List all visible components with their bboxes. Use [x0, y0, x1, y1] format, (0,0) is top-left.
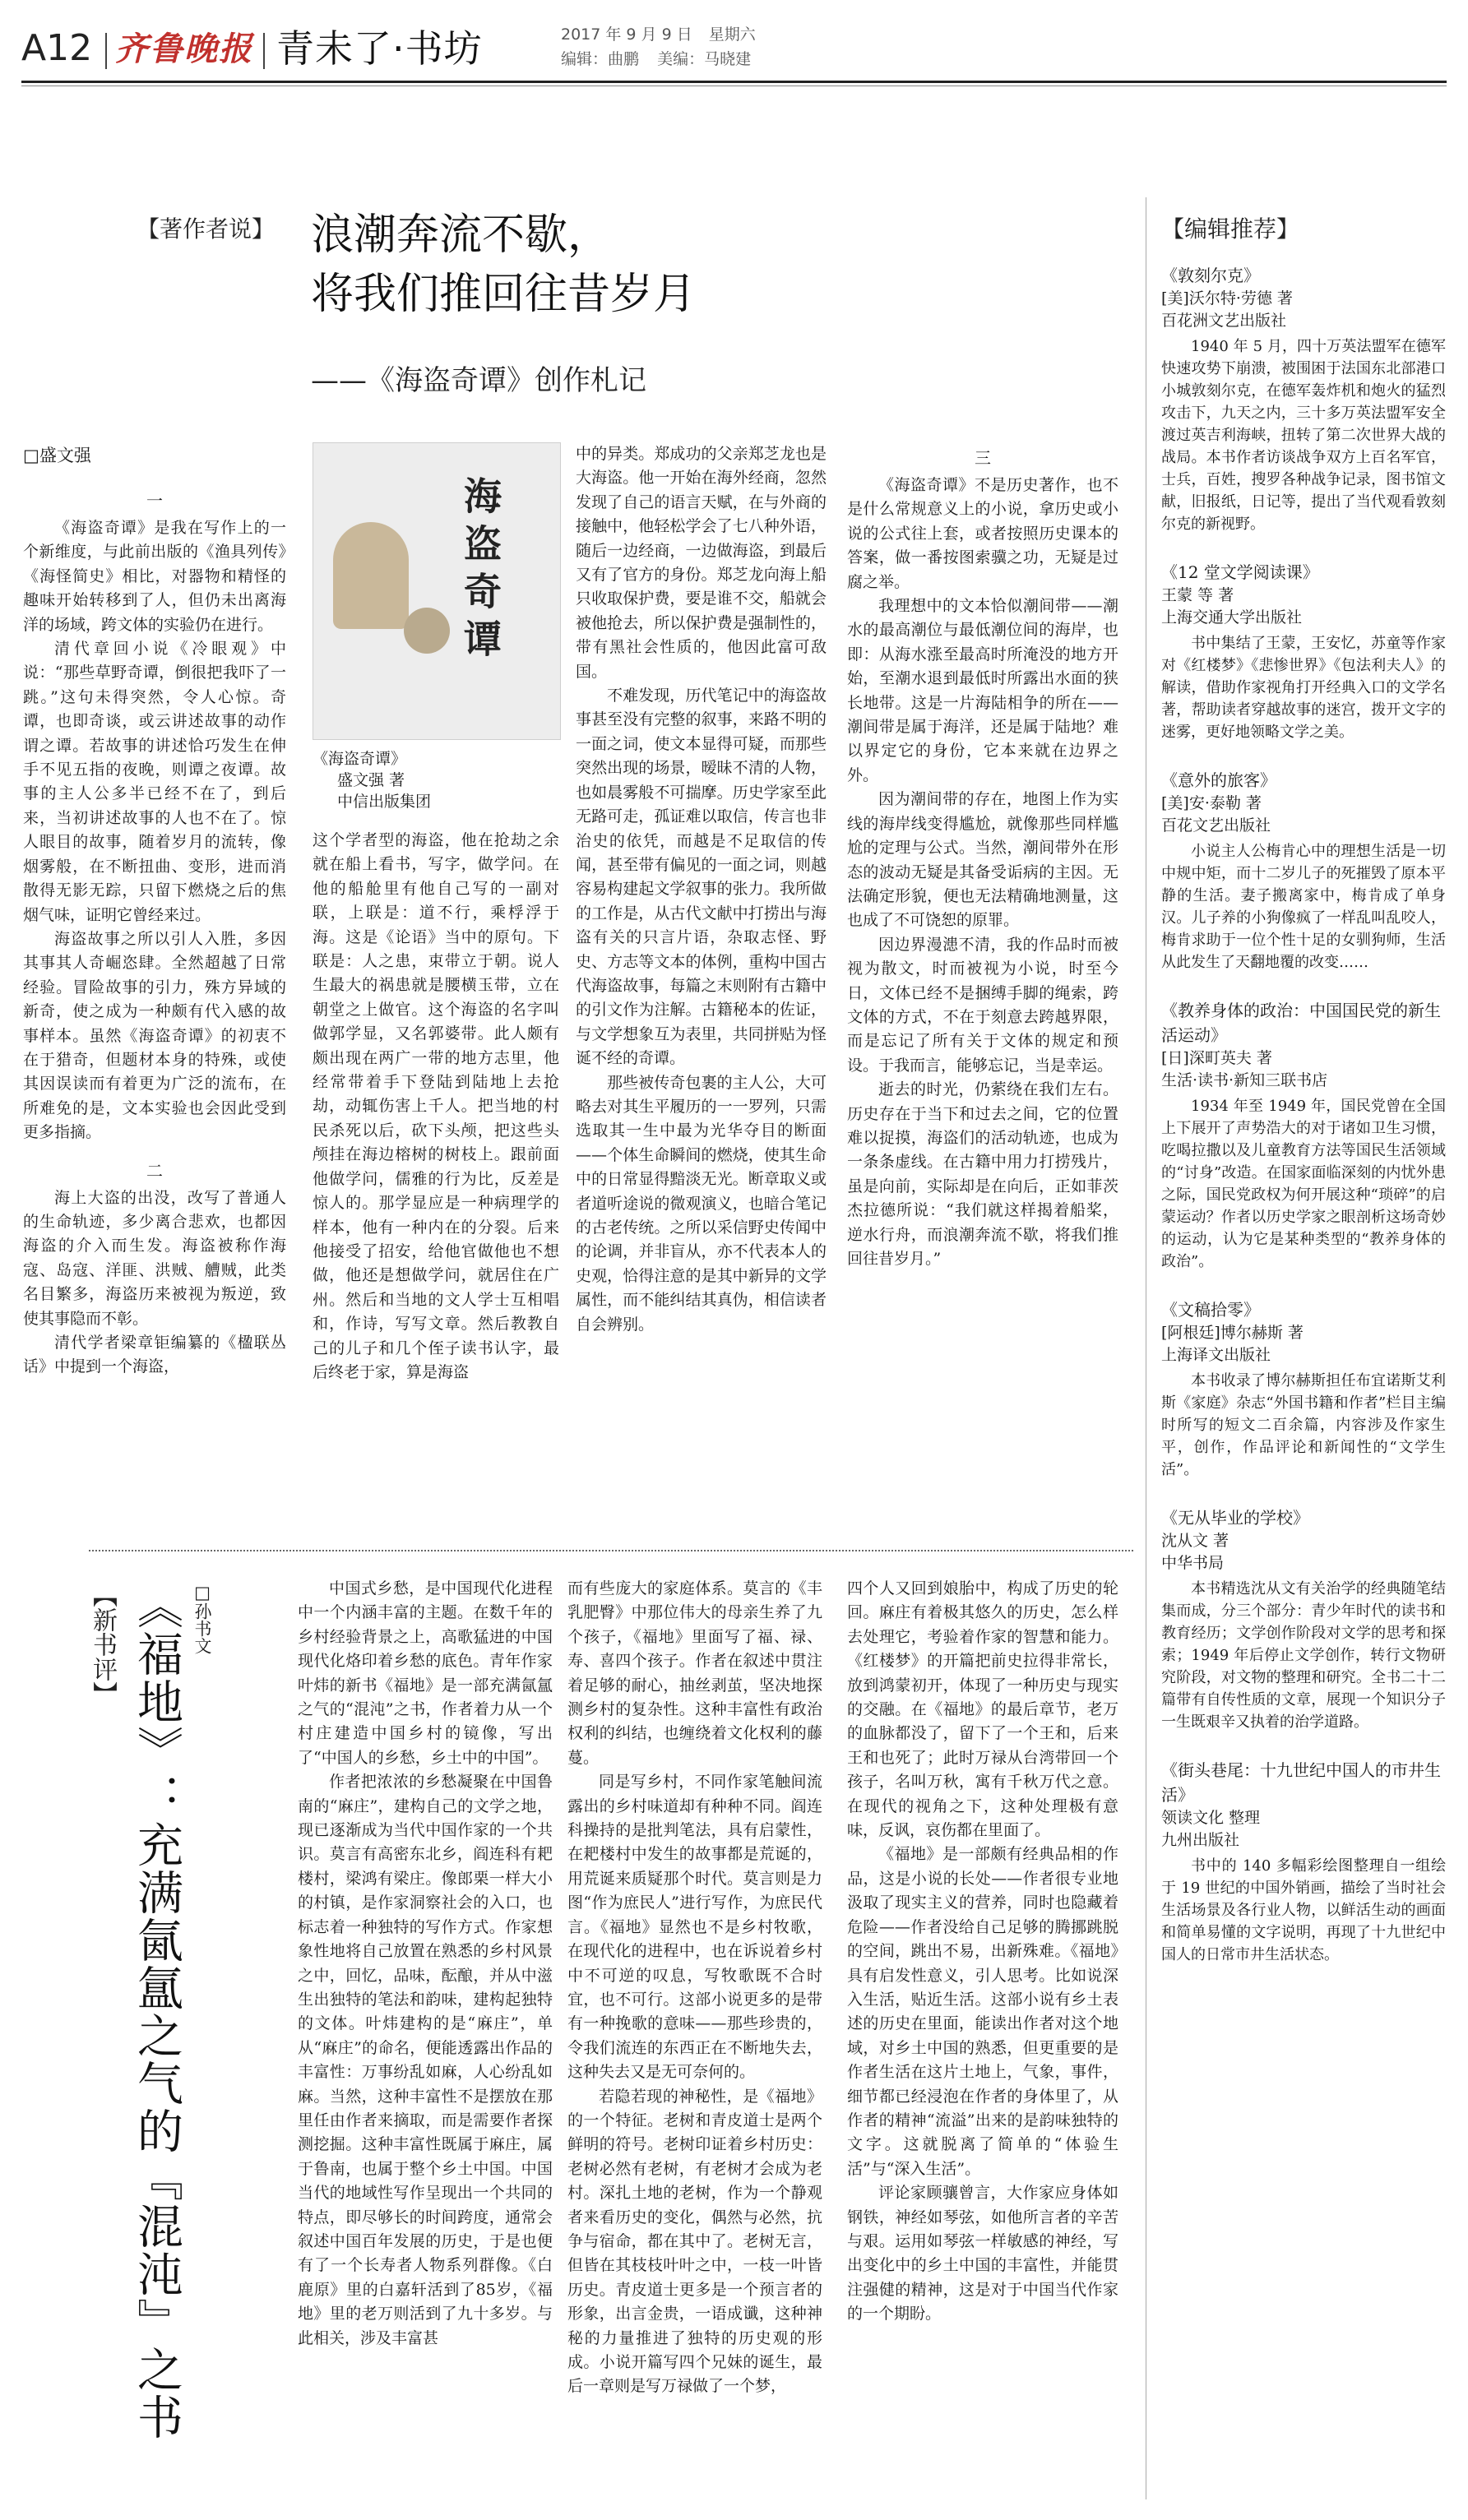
paragraph: 而有些庞大的家庭体系。莫言的《丰乳肥臀》中那位伟大的母亲生养了九个孩子，《福地》里面写了福、禄、寿、喜四个孩子。作者在叙述中贯注着足够的耐心，抽丝剥茧，坚决地探测乡村的复杂性。这种丰富性有政治权利的纠结，也缠绕着文化权利的藤蔓。	[567, 1579, 822, 1767]
section-number-1: 一	[146, 491, 163, 511]
book-caption	[313, 748, 431, 812]
paragraph: 作者把浓浓的乡愁凝聚在中国鲁南的“麻庄”，建构自己的文学之地，现已逐渐成为当代中国作家的一个共识。莫言有高密东北乡，阎连科有耙楼村，梁鸿有梁庄。像郎栗一样大小的村镇，是作家洞察社会的入口，也标志着一种独特的写作方式。作家想象性地将自己放置在熟悉的乡村风景之中，回忆，品味，酝酿，并从中滋生出独特的笔法和韵味，建构起独特的文体。叶炜建构的是“麻庄”，单从“麻庄”的命名，便能透露出作品的丰富性：万事纷乱如麻，人心纷乱如麻。当然，这种丰富性不是摆放在那里任由作者来摘取，而是需要作者探测挖掘。这种丰富性既属于麻庄，属于鲁南，也属于整个乡土中国。中国当代的地域性写作呈现出一个共同的特点，即尽够长的时间跨度，通常会叙述中国百年发展的历史，于是也便有了一个长寿者人物系列群像。《白鹿原》里的白嘉轩活到了85岁，《福地》里的老万则活到了九十多岁。与此相关，涉及丰富甚	[298, 1773, 553, 2347]
book-author: [日]深町英夫 著	[1161, 1049, 1272, 1067]
paragraph: 《海盗奇谭》不是历史著作，也不是什么常规意义上的小说，拿历史或小说的公式往上套，或者按照历史课本的答案，做一番按图索骥之功，无疑是过腐之举。	[847, 476, 1118, 591]
book-author: 领读文化 整理	[1161, 1809, 1261, 1827]
book-title: 《12 堂文学阅读课》	[1161, 562, 1319, 582]
book-author: [美]安·泰勒 著	[1161, 794, 1262, 812]
paragraph: 这个学者型的海盗，他在抢劫之余就在船上看书，写字，做学问。在他的船舱里有他自己写的一副对联，上联是：道不行，乘桴浮于海。这是《论语》当中的原句。下联是：人之患，束带立于朝。说人生最大的祸患就是腰横玉带，立在朝堂之上做官。这个海盗的名字叫做郭学显，又名郭婆带。此人颇有颇出现在两广一带的地方志里，他经常带着手下登陆到陆地上去抢劫，动辄伤害上千人。把当地的村民杀死以后，砍下头颅，把这些头颅挂在海边榕树的树枝上。跟前面他做学问，儒雅的行为比，反差是惊人的。那学显应是一种病理学的样本，他有一种内在的分裂。后来他接受了招安，给他官做他也不想做，他还是想做学问，就居住在广州。然后和当地的文人学士互相唱和，作诗，写写文章。然后教教自己的儿子和几个侄子读书认字，最后终老于家，算是海盗	[313, 831, 559, 1381]
page-number: A12	[21, 27, 93, 69]
book-recommendation	[1161, 768, 1446, 973]
designer-name: 美编：马晓建	[657, 50, 752, 68]
book-description: 书中的 140 多幅彩绘图整理自一组绘于 19 世纪的中国外销画，描绘了当时社会生活场景及各行业人物，以鲜活生动的画面和简单易懂的文字说明，再现了十九世纪中国人的日常市井生活状态。	[1161, 1857, 1446, 1963]
book-publisher: 百花洲文艺出版社	[1161, 312, 1287, 330]
article2-title: 《福地》：充满氤氲之气的『混沌』之书	[130, 1583, 183, 2441]
book-publisher: 生活·读书·新知三联书店	[1161, 1071, 1328, 1089]
article-subtitle: ——《海盗奇谭》创作札记	[311, 364, 646, 397]
book-caption-author: 盛文强 著	[337, 771, 405, 789]
header-divider-2	[263, 33, 265, 69]
article2-column-2	[567, 1577, 822, 2506]
book-title: 《教养身体的政治：中国国民党的新生活运动》	[1161, 1001, 1441, 1045]
article-separator	[89, 1550, 1133, 1551]
book-description: 本书收录了博尔赫斯担任布宜诺斯艾利斯《家庭》杂志“外国书籍和作者”栏目主编时所写的短文二百余篇，内容涉及作家生平，创作，作品评论和新闻性的“文学生活”。	[1161, 1372, 1446, 1478]
book-author: [美]沃尔特·劳德 著	[1161, 289, 1293, 307]
book-recommendation	[1161, 560, 1446, 743]
book-description: 书中集结了王蒙，王安忆，苏童等作家对《红楼梦》《悲惨世界》《包法利夫人》的解读，借助作家视角打开经典入口的文学名著，帮助读者穿越故事的迷宫，拨开文字的迷雾，更好地领略文学之美。	[1161, 635, 1446, 741]
paragraph: 《福地》是一部颇有经典品相的作品，这是小说的长处——作者很专业地汲取了现实主义的营养，同时也隐藏着危险——作者没给自己足够的腾挪跳脱的空间，跳出不易，出新殊难。《福地》具有启发性意义，引人思考。比如说深入生活，贴近生活。这部小说有乡土表述的历史在里面，能读出作者对这个地域，对乡土中国的熟悉，但更重要的是作者生活在这片土地上，气象，事件，细节都已经浸泡在作者的身体里了，从作者的精神“流溢”出来的是韵味独特的文字。这就脱离了简单的“体验生活”与“深入生活”。	[847, 1845, 1118, 2178]
book-recommendation	[1161, 1758, 1446, 1966]
section-title: 青未了·书坊	[276, 26, 483, 71]
section-number-3: 三	[975, 448, 991, 468]
book-title: 《街头巷尾：十九世纪中国人的市井生活》	[1161, 1760, 1441, 1805]
paragraph: 若隐若现的神秘性，是《福地》的一个特征。老树和青皮道士是两个鲜明的符号。老树印证着乡村历史：老树必然有老树，有老树才会成为老村。深扎土地的老树，作为一个静观者来看历史的变化，偶然与必然，抗争与宿命，都在其中了。老树无言，但皆在其枝枝叶叶之中，一枝一叶皆历史。青皮道士更多是一个预言者的形象，出言金贵，一语成谶，这种神秘的力量推进了独特的历史观的形成。小说开篇写四个兄妹的诞生，最后一章则是写万禄做了一个梦，	[567, 2087, 822, 2396]
book-description: 1934 年至 1949 年，国民党曾在全国上下展开了声势浩大的对于诸如卫生习惯，吃喝拉撒以及儿童教育方法等国民生活领域的“讨身”改造。在国家面临深刻的内忧外患之际，国民党政权为何开展这种“琐碎”的启蒙运动？作者以历史学家之眼剖析这场奇妙的运动，认为它是某种类型的“教养身体的政治”。	[1161, 1098, 1446, 1270]
paragraph: 因边界漫漶不清，我的作品时而被视为散文，时而被视为小说，时至今日，文体已经不是捆缚手脚的绳索，跨文体的方式，不在于刻意去跨越界限，而是忘记了所有关于文体的规定和预设。于我而言，能够忘记，当是幸运。	[847, 935, 1118, 1075]
paragraph: 《海盗奇谭》是我在写作上的一个新维度，与此前出版的《渔具列传》《海怪简史》相比，对器物和精怪的趣味开始转移到了人，但仍未出离海洋的场域，跨文体的实验仍在进行。	[23, 519, 286, 634]
paragraph: 海上大盗的出没，改写了普通人的生命轨迹，多少离合悲欢，也都因海盗的介入而生发。海盗被称作海寇、岛寇、洋匪、洪贼、艚贼，此类名目繁多，海盗历来被视为叛逆，致使其事隐而不彰。	[23, 1188, 286, 1328]
editor-credits	[561, 49, 751, 69]
book-description: 本书精选沈从文有关治学的经典随笔结集而成，分三个部分：青少年时代的读书和教育经历；文学创作阶段对文学的思考和探索；1949 年后停止文学创作，转行文物研究阶段，对文物的整理和研究。全书二十二篇带有自传性质的文章，展现一个知识分子一生既艰辛又执着的治学道路。	[1161, 1580, 1446, 1731]
paragraph: 清代章回小说《冷眼观》中说：“那些草野奇谭，倒很把我吓了一跳。”这句未得突然，令人心惊。奇谭，也即奇谈，或云讲述故事的动作谓之谭。若故事的讲述恰巧发生在伸手不见五指的夜晚，则谭之夜谭。故事的主人公多半已经不在了，到后来，当初讲述故事的人也不在了。惊人眼目的故事，随着岁月的流转，像烟雾般，在不断扭曲、变形，进而消散得无影无踪，只留下燃烧之后的焦烟气味，证明它曾经来过。	[23, 640, 286, 924]
paragraph: 我理想中的文本恰似潮间带——潮水的最高潮位与最低潮位间的海岸，也即：从海水涨至最高时所淹没的地方开始，至潮水退到最低时所露出水面的狭长地带。这是一片海陆相争的所在——潮间带是属于海洋，还是属于陆地？难以界定它的身份，它本来就在边界之外。	[847, 597, 1118, 784]
book-title: 《无从毕业的学校》	[1161, 1508, 1309, 1528]
paragraph: 四个人又回到娘胎中，构成了历史的轮回。麻庄有着极其悠久的历史，怎么样去处理它，考验着作家的智慧和能力。《红楼梦》的开篇把前史拉得非常长，放到鸿蒙初开，体现了一种历史与现实的交融。在《福地》的最后章节，老万的血脉都没了，留下了一个王和，后来王和也死了；此时万禄从台湾带回一个孩子，名叫万秋，寓有千秋万代之意。在现代的视角之下，这种处理极有意味，反讽，哀伤都在里面了。	[847, 1579, 1118, 1840]
book-publisher: 百花文艺出版社	[1161, 816, 1271, 835]
newspaper-logo: 齐鲁晚报	[115, 30, 253, 68]
book-caption-publisher: 中信出版集团	[337, 793, 432, 811]
book-recommendation	[1161, 263, 1446, 535]
paragraph: 评论家顾骧曾言，大作家应身体如钢铁，神经如琴弦，如他所言者的辛苦与艰。运用如琴弦一样敏感的神经，写出变化中的乡土中国的丰富性，并能贯注强健的精神，这是对于中国当代作家的一个期盼。	[847, 2184, 1118, 2323]
book-recommendation	[1161, 1505, 1446, 1733]
title-line-2: 将我们推回往昔岁月	[311, 270, 697, 319]
editor-name: 编辑：曲鹏	[561, 50, 640, 68]
header-rule	[21, 81, 1447, 83]
paragraph: 逝去的时光，仍萦绕在我们左右。历史存在于当下和过去之间，它的位置难以捉摸，海盗们的活动轨迹，也成为一条条虚线。在古籍中用力打捞残片，虽是向前，实际却是在向后，正如菲茨杰拉德所说：“我们就这样揭着船桨，逆水行舟，而浪潮奔流不歇，将我们推回往昔岁月。”	[847, 1080, 1118, 1268]
recommendation-list	[1161, 263, 1446, 2508]
paragraph: 中国式乡愁，是中国现代化进程中一个内涵丰富的主题。在数千年的乡村经验背景之上，高歌猛进的中国现代化烙印着乡愁的底色。青年作家叶炜的新书《福地》是一部充满氤氲之气的“混沌”之书，作者着力从一个村庄建造中国乡村的镜像，写出了“中国人的乡愁，乡土中的中国”。	[298, 1579, 553, 1767]
article-title	[311, 206, 696, 324]
article2-column-3	[847, 1577, 1118, 2506]
article-tag: 【著作者说】	[137, 215, 276, 243]
title-line-1: 浪潮奔流不歇，	[311, 210, 611, 260]
book-publisher: 中华书局	[1161, 1554, 1225, 1572]
article1-column-3	[576, 442, 827, 1529]
sidebar-tag: 【编辑推荐】	[1161, 215, 1300, 243]
book-cover	[313, 442, 561, 740]
book-title: 《文稿拾零》	[1161, 1300, 1260, 1320]
author-byline: □盛文强	[23, 446, 91, 465]
book-description: 1940 年 5 月，四十万英法盟军在德军快速攻势下崩溃，被围困于法国东北部港口小城敦刻尔克，在德军轰炸机和炮火的猛烈攻击下，九天之内，三十多万英法盟军安全渡过英吉利海峡，扭转了第二次世界大战的战局。本书作者访谈战争双方上百名军官，士兵，百姓，搜罗各种战争记录，图书馆文献，旧报纸，日记等，提出了当代观看敦刻尔克的新视野。	[1161, 338, 1446, 533]
article2-author: □孙书文	[192, 1583, 212, 1654]
header-divider-1	[105, 33, 107, 69]
book-publisher: 上海交通大学出版社	[1161, 608, 1303, 627]
paragraph: 海盗故事之所以引人入胜，多因其事其人奇崛恣肆。全然超越了日常经验。冒险故事的引力，殊方异域的新奇，使之成为一种颇有代入感的故事样本。虽然《海盗奇谭》的初衷不在于猎奇，但题材本身的特殊，或使其因误读而有着更为广泛的流布，在所难免的是，文本实验也会因此受到更多指摘。	[23, 929, 286, 1142]
article2-column-1	[298, 1577, 553, 2506]
paragraph: 不难发现，历代笔记中的海盗故事甚至没有完整的叙事，来路不明的一面之词，使文本显得可疑，而那些突然出现的场景，暧昧不清的人物，也如晨雾般不可揣摩。历史学家至此无路可走，孤证难以取信，传言也非治史的依凭，而越是不足取信的传闻，甚至带有偏见的一面之词，则越容易构建起文学叙事的张力。我所做的工作是，从古代文献中打捞出与海盗有关的只言片语，杂取志怪、野史、方志等文本的体例，重构中国古代海盗故事，每篇之末则附有古籍中的引文作为注解。古籍秘本的佐证，与文学想象互为表里，共同拼贴为怪诞不经的奇谭。	[576, 687, 827, 1068]
paragraph: 清代学者梁章钜编纂的《楹联丛话》中提到一个海盗，	[23, 1334, 286, 1376]
book-publisher: 九州出版社	[1161, 1831, 1240, 1849]
weekday-text: 星期六	[708, 25, 756, 44]
book-caption-title: 《海盗奇谭》	[313, 750, 407, 768]
book-cover-title: 海盗奇谭	[458, 476, 502, 667]
article1-column-2	[313, 829, 559, 1529]
book-author: 王蒙 等 著	[1161, 586, 1234, 604]
book-title: 《敦刻尔克》	[1161, 266, 1260, 285]
book-title: 《意外的旅客》	[1161, 770, 1276, 790]
paragraph: 同是写乡村，不同作家笔触间流露出的乡村味道却有种种不同。阎连科操持的是批判笔法，具有启蒙性，在耙楼村中发生的故事都是荒诞的，用荒诞来质疑那个时代。莫言则是力图“作为庶民人”进行写作，为庶民代言。《福地》显然也不是乡村牧歌，在现代化的进程中，也在诉说着乡村中不可逆的叹息，写牧歌既不合时宜，也不可行。这部小说更多的是带有一种挽歌的意味——那些珍贵的，令我们流连的东西正在不断地失去，这种失去又是无可奈何的。	[567, 1773, 822, 2082]
article1-column-1	[23, 485, 286, 1529]
date-text: 2017 年 9 月 9 日	[561, 25, 692, 44]
book-publisher: 上海译文出版社	[1161, 1346, 1271, 1364]
paragraph: 中的异类。郑成功的父亲郑芝龙也是大海盗。他一开始在海外经商，忽然发现了自己的语言天赋，在与外商的接触中，他轻松学会了七八种外语，随后一边经商，一边做海盗，到最后又有了官方的身份。郑芝龙向海上船只收取保护费，要是谁不交，船就会被他抢去，所以保护费是强制性的，带有黑社会性质的，他因此富可敌国。	[576, 445, 827, 681]
section-number-2: 二	[146, 1160, 163, 1181]
book-author: 沈从文 著	[1161, 1532, 1230, 1550]
book-recommendation	[1161, 1297, 1446, 1481]
book-description: 小说主人公梅肯心中的理想生活是一切中规中矩，而十二岁儿子的死摧毁了原本平静的生活。妻子搬离家中，梅肯成了单身汉。儿子养的小狗像疯了一样乱叫乱咬人，梅肯求助于一位个性十足的女驯狗师，生活从此发生了天翻地覆的改变……	[1161, 843, 1446, 971]
paragraph: 那些被传奇包裹的主人公，大可略去对其生平履历的一一罗列，只需选取其一生中最为光华夺目的断面——个体生命瞬间的燃烧，使其生命中的日常显得黯淡无光。断章取义或者道听途说的微观演义，也暗合笔记的古老传统。之所以采信野史传闻中的论调，并非盲从，亦不代表本人的史观，恰得注意的是其中新异的文学属性，而不能纠结其真伪，相信读者自会辨别。	[576, 1073, 827, 1334]
issue-date	[561, 25, 756, 44]
cover-illustration-2	[404, 608, 450, 654]
article2-tag: 【新书评】	[88, 1583, 117, 1706]
book-author: [阿根廷]博尔赫斯 著	[1161, 1324, 1304, 1342]
article1-column-4	[847, 442, 1118, 1529]
paragraph: 因为潮间带的存在，地图上作为实线的海岸线变得尴尬，就像那些同样尴尬的定理与公式。当然，潮间带外在形态的波动无疑是其备受诟病的主因。无法确定形貌，便也无法精确地测量，这也成了不可饶恕的原罪。	[847, 790, 1118, 930]
book-recommendation	[1161, 998, 1446, 1273]
cover-illustration	[333, 522, 409, 629]
